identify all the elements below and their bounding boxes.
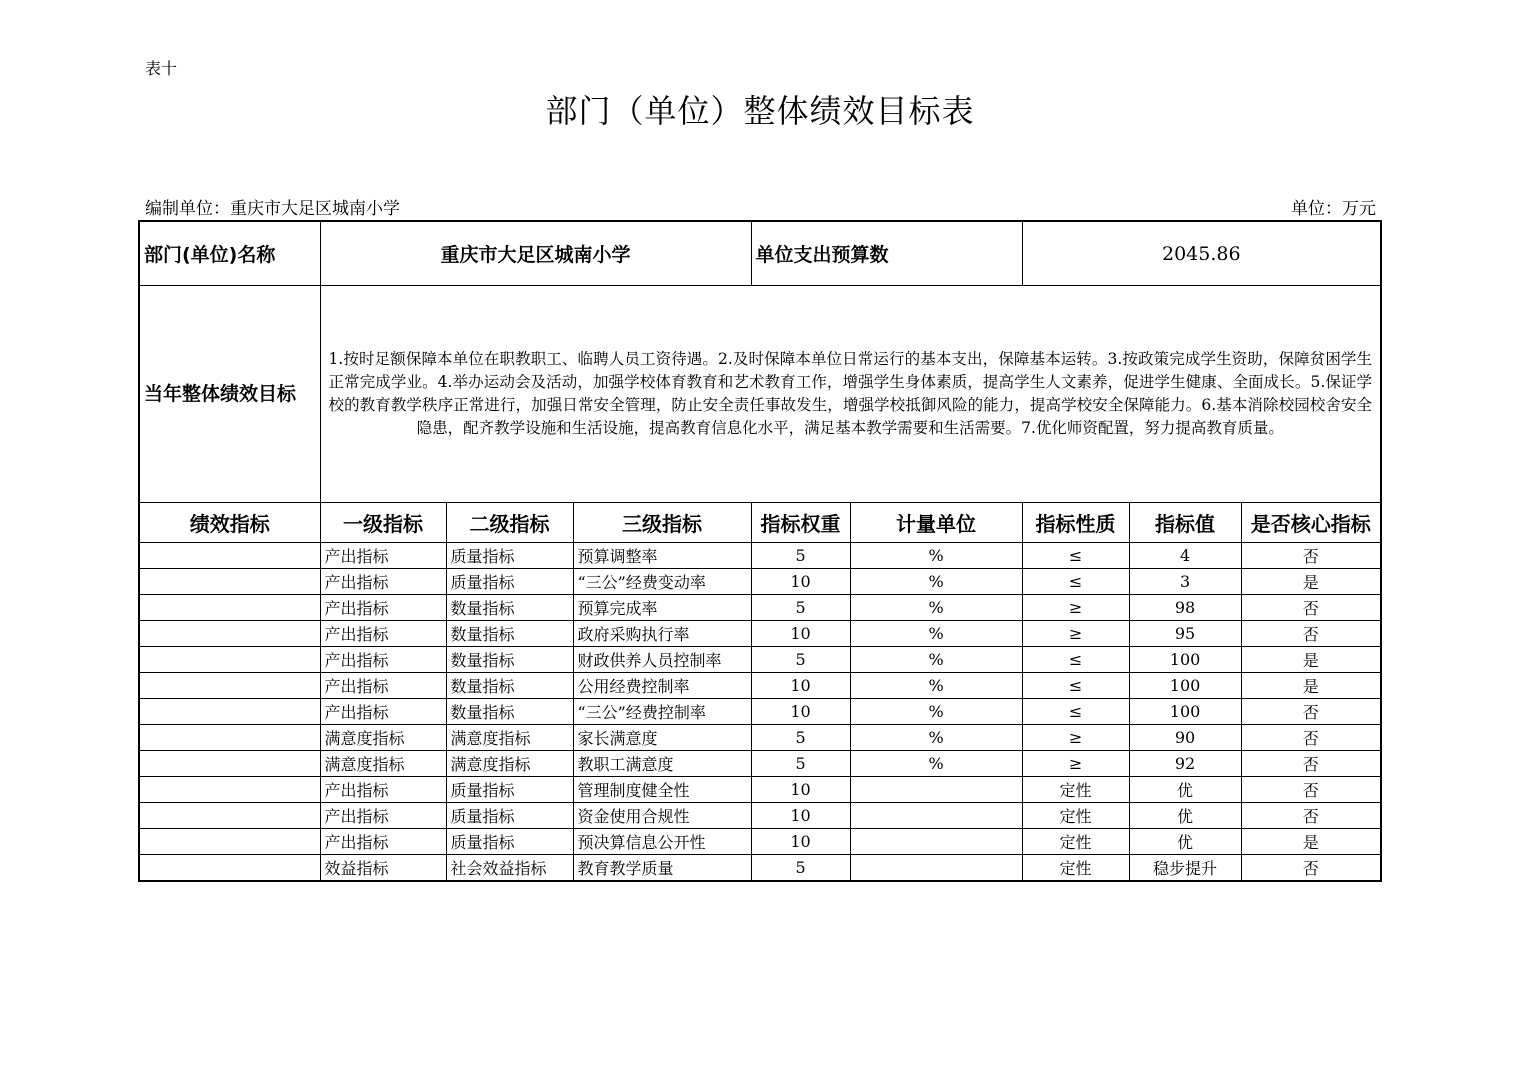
summary-row	[139, 221, 1381, 286]
level1-cell: 满意度指标	[320, 751, 446, 777]
level3-cell: “三公”经费控制率	[573, 699, 751, 725]
unit-cell: %	[850, 751, 1022, 777]
level2-cell: 数量指标	[446, 699, 573, 725]
level1-cell: 效益指标	[320, 855, 446, 882]
weight-cell: 10	[751, 777, 850, 803]
table-row	[139, 855, 1381, 882]
level2-cell: 数量指标	[446, 647, 573, 673]
column-header: 一级指标	[320, 503, 446, 543]
value-cell: 100	[1129, 699, 1241, 725]
level1-cell: 产出指标	[320, 803, 446, 829]
weight-cell: 10	[751, 699, 850, 725]
nature-cell: 定性	[1022, 829, 1129, 855]
level3-cell: 政府采购执行率	[573, 621, 751, 647]
indicator-cell	[139, 569, 320, 595]
core-cell: 否	[1241, 595, 1381, 621]
indicator-cell	[139, 725, 320, 751]
nature-cell: ≥	[1022, 725, 1129, 751]
core-cell: 否	[1241, 855, 1381, 882]
weight-cell: 5	[751, 595, 850, 621]
level1-cell: 产出指标	[320, 699, 446, 725]
goal-text: 1.按时足额保障本单位在职教职工、临聘人员工资待遇。2.及时保障本单位日常运行的基本支出，保障基本运转。3.按政策完成学生资助，保障贫困学生正常完成学业。4.举办运动会及活动，加强学校体育教育和艺术教育工作，增强学生身体素质，提高学生人文素养，促进学生健康、全面成长。5.保证学校的教育教学秩序正常进行，加强日常安全管理，防止安全责任事故发生，增强学校抵御风险的能力，提高学校安全保障能力。6.基本消除校园校舍安全隐患，配齐教学设施和生活设施，提高教育信息化水平，满足基本教学需要和生活需要。7.优化师资配置，努力提高教育质量。	[320, 286, 1381, 503]
table-row	[139, 569, 1381, 595]
level3-cell: 家长满意度	[573, 725, 751, 751]
column-header: 指标值	[1129, 503, 1241, 543]
core-cell: 是	[1241, 569, 1381, 595]
level3-cell: 预决算信息公开性	[573, 829, 751, 855]
value-cell: 优	[1129, 803, 1241, 829]
goal-row	[139, 286, 1381, 503]
level2-cell: 数量指标	[446, 595, 573, 621]
level1-cell: 产出指标	[320, 829, 446, 855]
unit-cell	[850, 803, 1022, 829]
weight-cell: 5	[751, 751, 850, 777]
value-cell: 优	[1129, 829, 1241, 855]
indicator-cell	[139, 543, 320, 569]
indicator-cell	[139, 777, 320, 803]
column-header: 指标权重	[751, 503, 850, 543]
level2-cell: 质量指标	[446, 777, 573, 803]
weight-cell: 5	[751, 543, 850, 569]
level3-cell: 预算完成率	[573, 595, 751, 621]
core-cell: 否	[1241, 543, 1381, 569]
level1-cell: 产出指标	[320, 569, 446, 595]
weight-cell: 5	[751, 855, 850, 882]
value-cell: 100	[1129, 673, 1241, 699]
level2-cell: 质量指标	[446, 829, 573, 855]
level1-cell: 产出指标	[320, 543, 446, 569]
unit-cell: %	[850, 543, 1022, 569]
table-row	[139, 829, 1381, 855]
value-cell: 98	[1129, 595, 1241, 621]
table-row	[139, 777, 1381, 803]
value-cell: 95	[1129, 621, 1241, 647]
level3-cell: 教职工满意度	[573, 751, 751, 777]
indicator-cell	[139, 699, 320, 725]
weight-cell: 5	[751, 647, 850, 673]
core-cell: 是	[1241, 673, 1381, 699]
unit-cell: %	[850, 595, 1022, 621]
indicator-cell	[139, 673, 320, 699]
indicator-rows	[139, 543, 1381, 882]
level2-cell: 满意度指标	[446, 751, 573, 777]
weight-cell: 10	[751, 569, 850, 595]
level3-cell: 预算调整率	[573, 543, 751, 569]
level2-cell: 质量指标	[446, 569, 573, 595]
page-tag: 表十	[145, 59, 178, 78]
nature-cell: ≥	[1022, 621, 1129, 647]
nature-cell: 定性	[1022, 777, 1129, 803]
budget-label: 单位支出预算数	[751, 221, 1022, 286]
core-cell: 否	[1241, 803, 1381, 829]
column-header: 是否核心指标	[1241, 503, 1381, 543]
level3-cell: 资金使用合规性	[573, 803, 751, 829]
table-row	[139, 725, 1381, 751]
name-value: 重庆市大足区城南小学	[320, 221, 751, 286]
level1-cell: 产出指标	[320, 777, 446, 803]
core-cell: 否	[1241, 751, 1381, 777]
indicator-cell	[139, 855, 320, 882]
unit-cell: %	[850, 673, 1022, 699]
unit-cell: %	[850, 621, 1022, 647]
unit-cell	[850, 855, 1022, 882]
unit-cell: %	[850, 725, 1022, 751]
unit-cell: %	[850, 647, 1022, 673]
column-header: 三级指标	[573, 503, 751, 543]
indicator-cell	[139, 803, 320, 829]
column-header: 二级指标	[446, 503, 573, 543]
nature-cell: ≤	[1022, 699, 1129, 725]
core-cell: 是	[1241, 647, 1381, 673]
value-cell: 3	[1129, 569, 1241, 595]
table-row	[139, 621, 1381, 647]
core-cell: 否	[1241, 699, 1381, 725]
weight-cell: 10	[751, 803, 850, 829]
level2-cell: 质量指标	[446, 543, 573, 569]
core-cell: 否	[1241, 777, 1381, 803]
table-row	[139, 647, 1381, 673]
indicator-cell	[139, 751, 320, 777]
table-row	[139, 543, 1381, 569]
level1-cell: 产出指标	[320, 595, 446, 621]
unit-label: 单位：万元	[1291, 199, 1376, 219]
column-header: 绩效指标	[139, 503, 320, 543]
value-cell: 92	[1129, 751, 1241, 777]
level2-cell: 数量指标	[446, 673, 573, 699]
nature-cell: ≤	[1022, 673, 1129, 699]
unit-cell: %	[850, 569, 1022, 595]
header-row	[139, 503, 1381, 543]
value-cell: 4	[1129, 543, 1241, 569]
level3-cell: 管理制度健全性	[573, 777, 751, 803]
level2-cell: 质量指标	[446, 803, 573, 829]
performance-table	[138, 220, 1382, 882]
level3-cell: 教育教学质量	[573, 855, 751, 882]
indicator-cell	[139, 595, 320, 621]
level1-cell: 产出指标	[320, 647, 446, 673]
value-cell: 稳步提升	[1129, 855, 1241, 882]
value-cell: 90	[1129, 725, 1241, 751]
level3-cell: 公用经费控制率	[573, 673, 751, 699]
name-label: 部门(单位)名称	[139, 221, 320, 286]
value-cell: 100	[1129, 647, 1241, 673]
budget-value: 2045.86	[1022, 221, 1381, 286]
core-cell: 是	[1241, 829, 1381, 855]
unit-cell	[850, 777, 1022, 803]
value-cell: 优	[1129, 777, 1241, 803]
level3-cell: 财政供养人员控制率	[573, 647, 751, 673]
nature-cell: 定性	[1022, 803, 1129, 829]
nature-cell: ≤	[1022, 543, 1129, 569]
weight-cell: 5	[751, 725, 850, 751]
nature-cell: ≥	[1022, 595, 1129, 621]
nature-cell: ≤	[1022, 569, 1129, 595]
table-row	[139, 595, 1381, 621]
org-label: 编制单位：重庆市大足区城南小学	[145, 199, 400, 219]
unit-cell	[850, 829, 1022, 855]
level1-cell: 产出指标	[320, 673, 446, 699]
table-row	[139, 803, 1381, 829]
weight-cell: 10	[751, 621, 850, 647]
core-cell: 否	[1241, 725, 1381, 751]
column-header: 指标性质	[1022, 503, 1129, 543]
column-header: 计量单位	[850, 503, 1022, 543]
level2-cell: 数量指标	[446, 621, 573, 647]
level2-cell: 社会效益指标	[446, 855, 573, 882]
nature-cell: 定性	[1022, 855, 1129, 882]
indicator-cell	[139, 621, 320, 647]
weight-cell: 10	[751, 673, 850, 699]
table-row	[139, 699, 1381, 725]
page-title: 部门（单位）整体绩效目标表	[545, 92, 975, 130]
unit-cell: %	[850, 699, 1022, 725]
level3-cell: “三公”经费变动率	[573, 569, 751, 595]
level1-cell: 满意度指标	[320, 725, 446, 751]
nature-cell: ≤	[1022, 647, 1129, 673]
goal-label: 当年整体绩效目标	[139, 286, 320, 503]
level2-cell: 满意度指标	[446, 725, 573, 751]
indicator-cell	[139, 829, 320, 855]
level1-cell: 产出指标	[320, 621, 446, 647]
nature-cell: ≥	[1022, 751, 1129, 777]
table-row	[139, 673, 1381, 699]
indicator-cell	[139, 647, 320, 673]
weight-cell: 10	[751, 829, 850, 855]
core-cell: 否	[1241, 621, 1381, 647]
table-row	[139, 751, 1381, 777]
